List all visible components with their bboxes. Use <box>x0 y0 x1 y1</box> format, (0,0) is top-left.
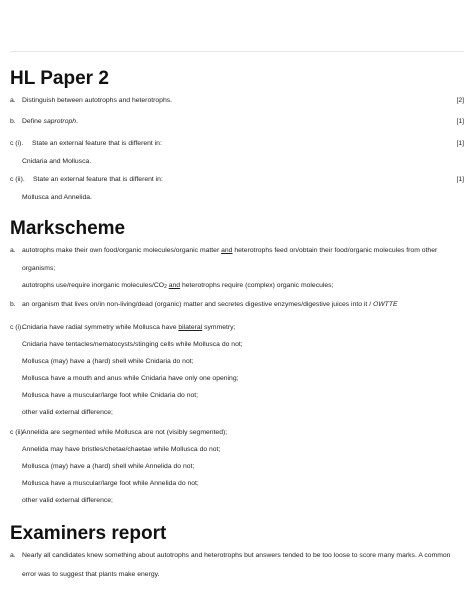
markscheme-cii-line: other valid external difference; <box>22 497 113 504</box>
question-b-term: saprotroph <box>43 118 77 125</box>
markscheme-b-text <box>22 300 398 309</box>
markscheme-cii-line: Mollusca have a muscular/large foot while Annelida do not; <box>22 480 199 487</box>
question-cii-label: c (ii). <box>10 176 25 183</box>
question-a-marks: [2] <box>456 97 464 104</box>
question-ci-text: State an external feature that is different in: <box>32 140 162 147</box>
markscheme-ci-label: c (i). <box>10 324 24 331</box>
question-ci-label: c (i). <box>10 140 24 147</box>
examiners-a-line2: error was to suggest that plants make energy. <box>22 571 160 578</box>
markscheme-a-line3-and: and <box>168 282 181 289</box>
markscheme-ci-line: other valid external difference; <box>22 409 113 416</box>
markscheme-ci-line1-post: symmetry; <box>202 324 236 331</box>
markscheme-heading: Markscheme <box>10 218 126 239</box>
markscheme-ci-line: Mollusca (may) have a (hard) shell while Cnidaria do not; <box>22 358 194 365</box>
question-b-label: b. <box>10 118 16 125</box>
markscheme-b-body: an organism that lives on/in non-living/dead (organic) matter and secretes digestive enzymes/digestive juices into it / <box>22 301 372 308</box>
question-b-marks: [1] <box>456 118 464 125</box>
markscheme-ci-line1-bilateral: bilateral <box>178 324 203 331</box>
question-b-text <box>22 117 78 126</box>
examiners-a-line1: Nearly all candidates knew something about autotrophs and heterotrophs but answers tended to be too loose to score many marks. A common <box>22 552 451 559</box>
question-a-label: a. <box>10 97 16 104</box>
markscheme-cii-line: Mollusca (may) have a (hard) shell while Annelida do not; <box>22 463 195 470</box>
markscheme-ci-line1 <box>22 323 235 332</box>
markscheme-a-label: a. <box>10 247 16 254</box>
question-ci-subtext: Cnidaria and Mollusca. <box>22 158 92 165</box>
markscheme-ci-line: Mollusca have a muscular/large foot while Cnidaria do not; <box>22 392 199 399</box>
markscheme-a-line3-pre: autotrophs use/require inorganic molecules/CO <box>22 282 165 289</box>
markscheme-a-line3 <box>22 281 333 292</box>
markscheme-cii-line1: Annelida are segmented while Mollusca are not (visibly segmented); <box>22 429 228 436</box>
question-a-text: Distinguish between autotrophs and heterotrophs. <box>22 97 173 104</box>
markscheme-a-line2: organisms; <box>22 265 56 272</box>
markscheme-b-owtte: OWTTE <box>372 301 398 308</box>
examiners-report-heading: Examiners report <box>10 523 167 544</box>
markscheme-a-line3-subscript: 2 <box>164 284 167 290</box>
markscheme-a-line1 <box>22 246 437 255</box>
markscheme-a-line3-post: heterotrophs require (complex) organic molecules; <box>180 282 334 289</box>
markscheme-cii-line: Annelida may have bristles/chetae/chaetae while Mollusca do not; <box>22 446 221 453</box>
markscheme-a-line1-and: and <box>221 247 233 254</box>
question-cii-subtext: Mollusca and Annelida. <box>22 194 92 201</box>
top-divider <box>10 51 464 52</box>
question-ci-marks: [1] <box>456 140 464 147</box>
question-b-text-pre: Define <box>22 118 44 125</box>
hl-paper-heading: HL Paper 2 <box>10 68 109 89</box>
markscheme-ci-line: Mollusca have a mouth and anus while Cnidaria have only one opening; <box>22 375 239 382</box>
markscheme-ci-line1-pre: Cnidaria have radial symmetry while Mollusca have <box>22 324 179 331</box>
markscheme-a-line1-pre: autotrophs make their own food/organic molecules/organic matter <box>22 247 222 254</box>
markscheme-a-line1-post: heterotrophs feed on/obtain their food/organic molecules from other <box>232 247 438 254</box>
question-b-text-post: . <box>76 118 78 125</box>
examiners-a-label: a. <box>10 552 16 559</box>
question-cii-marks: [1] <box>456 176 464 183</box>
question-cii-text: State an external feature that is different in: <box>33 176 163 183</box>
markscheme-cii-label: c (ii). <box>10 429 25 436</box>
markscheme-b-label: b. <box>10 301 16 308</box>
markscheme-ci-line: Cnidaria have tentacles/nematocysts/stinging cells while Mollusca do not; <box>22 341 243 348</box>
